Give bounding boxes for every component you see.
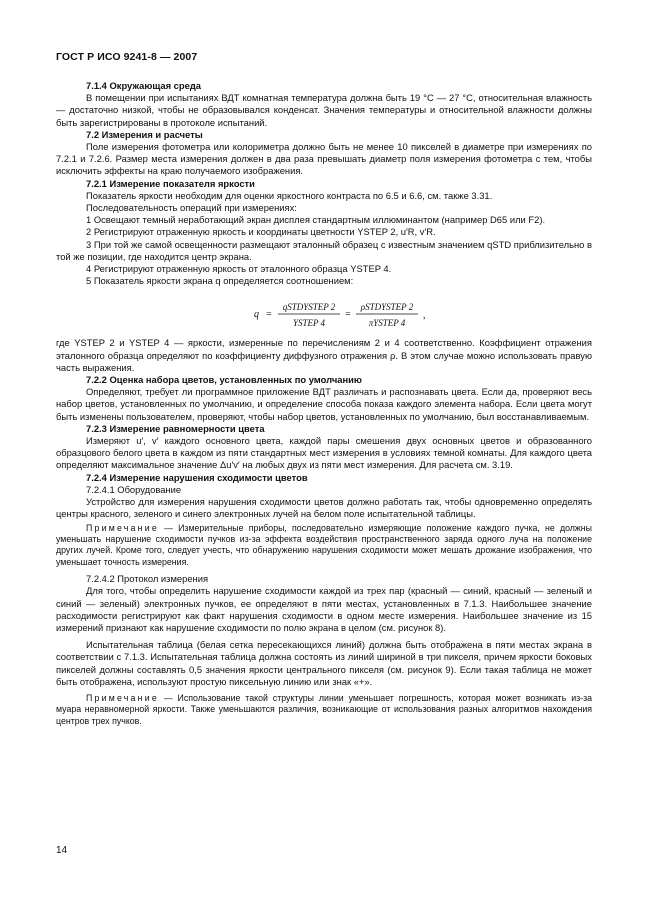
section-7-1-4-paragraph: В помещении при испытаниях ВДТ комнатная температура должна быть 19 °С — 27 °С, относительная влажность — достаточно низкой, чтобы не образовывался конденсат. Значения температуры и относительной влажности должны быть зарегистрированы в протоколе испытаний. <box>56 92 592 128</box>
formula-comma: , <box>423 310 426 322</box>
formula-eq-1: = <box>266 309 272 321</box>
section-7-2-3-paragraph: Измеряют u′, v′ каждого основного цвета, каждой пары смешения двух основных цветов и образованного образцового белого цвета в каждом из пяти стандартных мест измерения в условиях темной комнаты. Для каждого цвета определяют максимальное значение Δu′v′ на любых двух из пяти мест измерения. Для расчета см. 3.19. <box>56 435 592 471</box>
note-2-label: Примечание <box>86 692 159 703</box>
note-1 <box>56 523 592 569</box>
section-7-2-1-title: 7.2.1 Измерение показателя яркости <box>86 177 255 189</box>
section-7-2-1-paragraph-2: Последовательность операций при измерениях: <box>86 202 297 214</box>
section-7-2-4-2-paragraph-2: Испытательная таблица (белая сетка пересекающихся линий) должна быть отображена в пяти местах экрана в соответствии с 7.1.3. Испытательная таблица должна состоять из линий шириной в три пикселя, причем яркости боковых пикселей должны составлять 0,5 значения яркости центрального пикселя (см. рисунок 9). Если такая таблица не может быть отображена, используют простую пиксельную линию или знак «+». <box>56 639 592 687</box>
section-7-2-4-2-paragraph-1: Для того, чтобы определить нарушение сходимости каждой из трех пар (красный — синий, красный — зеленый и синий — зеленый) электронных пучков, ее определяют в пяти местах, установленных в 7.1.3. Наибольшее значение расходимости регистрируют как факт нарушения сходимости в одном месте измерения. Наибольшее значение из 15 измерений признают как нарушение сходимости по полю экрана в целом (см. рисунок 8). <box>56 585 592 633</box>
formula-numerator-2: ρSTDYSTEP 2 <box>360 302 414 313</box>
section-7-2-1-paragraph-3: где YSTEP 2 и YSTEP 4 — яркости, измеренные по перечислениям 2 и 4 соответственно. Коэффициент отражения эталонного образца определяют по коэффициенту диффузного отражения ρ. В этом случае можно использовать правую часть выражения. <box>56 337 592 373</box>
formula-numerator-1: qSTDYSTEP 2 <box>282 302 336 313</box>
section-7-2-title: 7.2 Измерения и расчеты <box>86 128 203 140</box>
step-3: 3 При той же самой освещенности размещают эталонный образец с известным значением qSTD приблизительно в той же позиции, где находится центр экрана. <box>56 238 592 262</box>
formula-denominator-1: YSTEP 4 <box>292 318 326 329</box>
formula-svg <box>56 291 592 335</box>
section-7-2-1-paragraph-1: Показатель яркости необходим для оценки яркостного контраста по 6.5 и 6.6, см. также 3.31. <box>86 189 493 201</box>
section-7-2-4-title: 7.2.4 Измерение нарушения сходимости цветов <box>86 471 308 483</box>
document-header: ГОСТ Р ИСО 9241-8 — 2007 <box>56 51 198 63</box>
formula-eq-2: = <box>345 309 351 321</box>
section-7-2-4-1-title: 7.2.4.1 Оборудование <box>86 483 182 495</box>
note-2-text: — Использование такой структуры линии уменьшает погрешность, которая может возникать из-за муара неравномерной яркости. Также уменьшаются различия, возникающие от использования разных алгоритмов нахождения центров трех пучков. <box>56 692 592 726</box>
note-1-label: Примечание <box>86 522 159 533</box>
step-5: 5 Показатель яркости экрана q определяется соотношением: <box>86 275 354 287</box>
section-7-2-2-paragraph: Определяют, требует ли программное приложение ВДТ различать и распознавать цвета. Если да, проверяют весь набор цветов, установленных по умолчанию, и определение способа показа каждого элемента набора. Если цвета могут быть изменены пользователем, проверяют, чтобы набор цветов, установленных по умолчанию, был восстанавливаемым. <box>56 386 592 422</box>
section-7-2-3-title: 7.2.3 Измерение равномерности цвета <box>86 422 265 434</box>
document-body <box>56 80 592 727</box>
step-1: 1 Освещают темный неработающий экран дисплея стандартным иллюминантом (например D65 или F2). <box>86 214 546 226</box>
page-number: 14 <box>56 845 68 856</box>
note-1-text: — Измерительные приборы, последовательно измеряющие положение каждого пучка, не должны уменьшать нарушение сходимости пучков из-за эффекта воздействия пространственного заряда одного луча на положение других лучей. Кроме того, следует учесть, что обнаружению нарушения сходимости может мешать дрожание изображения, что уменьшает точность измерения. <box>56 522 592 567</box>
section-7-2-paragraph: Поле измерения фотометра или колориметра должно быть не менее 10 пикселей в диаметре при измерениях по 7.2.1 и 7.2.6. Размер места измерения должен в два раза превышать диаметр поля измерения фотометра с тем, чтобы исключить эффекты на краю получаемого изображения. <box>56 141 592 177</box>
luminance-factor-formula <box>56 291 592 335</box>
step-2: 2 Регистрируют отраженную яркость и координаты цветности YSTEP 2, u′R, v′R. <box>86 226 436 238</box>
section-7-2-4-2-title: 7.2.4.2 Протокол измерения <box>86 573 209 585</box>
formula-q: q <box>254 309 259 321</box>
step-4: 4 Регистрируют отраженную яркость от эталонного образца YSTEP 4. <box>86 263 392 275</box>
note-2 <box>56 693 592 727</box>
section-7-1-4-title: 7.1.4 Окружающая среда <box>86 80 201 91</box>
section-7-2-4-1-paragraph: Устройство для измерения нарушения сходимости цветов должно работать так, чтобы одновременно определять центры красного, зеленого и синего электронных лучей на белом поле испытательной таблицы. <box>56 496 592 520</box>
section-7-2-2-title: 7.2.2 Оценка набора цветов, установленных по умолчанию <box>86 374 362 386</box>
formula-denominator-2: πYSTEP 4 <box>368 318 406 329</box>
